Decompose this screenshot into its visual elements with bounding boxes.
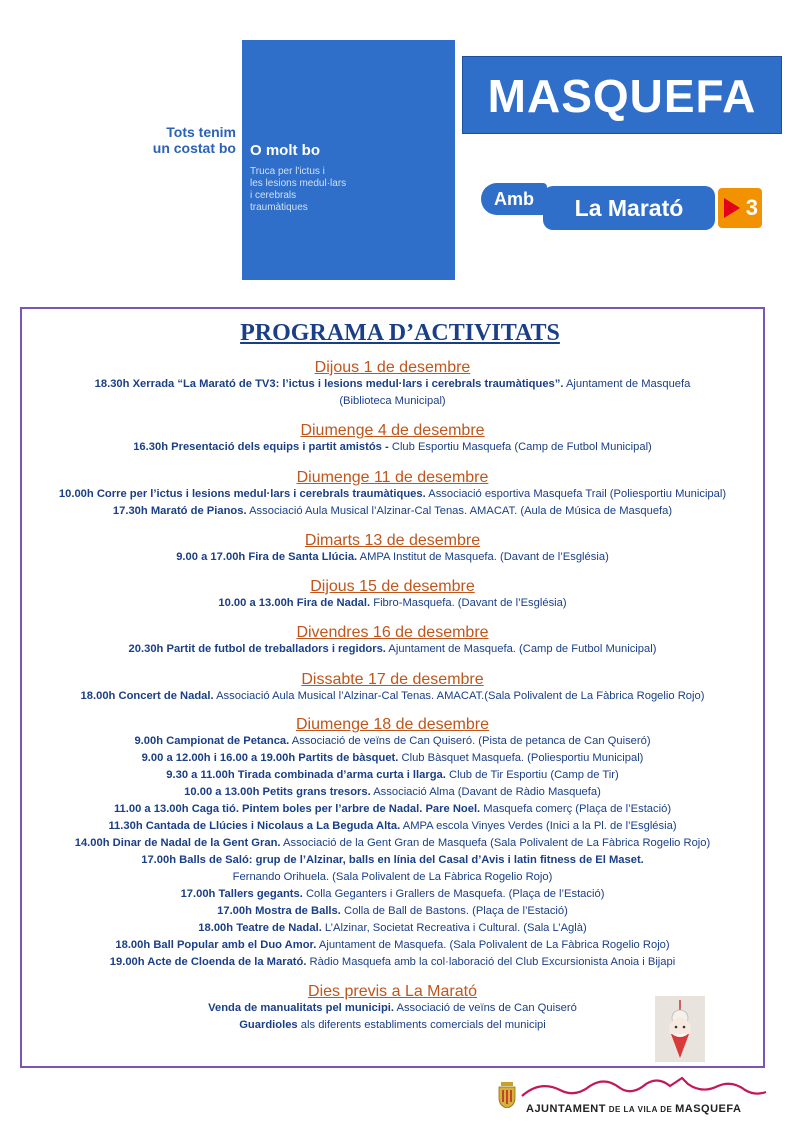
activity-item bbox=[20, 488, 765, 500]
christmas-ornament-image bbox=[655, 996, 705, 1062]
activity-details: Masquefa comerç (Plaça de l’Estació) bbox=[480, 803, 672, 815]
day-heading: Dimarts 13 de desembre bbox=[304, 532, 481, 549]
tv3-arrow-icon bbox=[724, 198, 740, 218]
activity-item bbox=[20, 922, 765, 934]
activity-details: L’Alzinar, Societat Recreativa i Cultural. (Sala L’Aglà) bbox=[321, 922, 587, 934]
amb-label: Amb bbox=[481, 183, 547, 215]
activity-title: 17.00h Tallers gegants. bbox=[180, 888, 303, 900]
activity-item bbox=[20, 441, 765, 453]
activity-title: 17.00h Balls de Saló: grup de l’Alzinar, balls en línia del Casal d’Avis i latin fitness de El Maset. bbox=[141, 854, 644, 866]
activity-details: AMPA escola Vinyes Verdes (Inici a la Pl. de l’Església) bbox=[400, 820, 677, 832]
campaign-slogan bbox=[116, 124, 236, 156]
day-heading: Diumenge 18 de desembre bbox=[295, 716, 489, 733]
activity-item bbox=[20, 690, 765, 702]
activity-item bbox=[20, 786, 765, 798]
day-heading: Dies previs a La Marató bbox=[308, 983, 477, 1000]
activity-title: 20.30h Partit de futbol de treballadors i regidors. bbox=[128, 643, 386, 655]
footer-org-part: AJUNTAMENT bbox=[526, 1103, 606, 1115]
activity-item bbox=[20, 378, 765, 390]
activity-details: Fernando Orihuela. (Sala Polivalent de La Fàbrica Rogelio Rojo) bbox=[232, 871, 553, 883]
activity-item bbox=[20, 939, 765, 951]
activity-details: Ràdio Masquefa amb la col·laboració del Club Excursionista Anoia i Bijapi bbox=[306, 956, 676, 968]
activity-details: Associació Aula Musical l’Alzinar-Cal Tenas. AMACAT.(Sala Polivalent de La Fàbrica Rogelio Rojo) bbox=[213, 690, 705, 702]
activity-item bbox=[20, 752, 765, 764]
activity-item bbox=[20, 597, 765, 609]
activity-title: 10.00 a 13.00h Fira de Nadal. bbox=[218, 597, 371, 609]
activity-item bbox=[20, 820, 765, 832]
poster-title: O molt bo bbox=[250, 142, 320, 159]
footer-org-part: DE LA VILA DE bbox=[605, 1105, 676, 1114]
activity-item bbox=[20, 735, 765, 747]
activity-item bbox=[20, 905, 765, 917]
activity-details: (Biblioteca Municipal) bbox=[339, 395, 446, 407]
footer-org-part: MASQUEFA bbox=[675, 1103, 742, 1115]
activity-title: 18.00h Teatre de Nadal. bbox=[198, 922, 322, 934]
activity-title: 9.00 a 17.00h Fira de Santa Llúcia. bbox=[176, 551, 358, 563]
activity-details: Colla de Ball de Bastons. (Plaça de l’Estació) bbox=[340, 905, 568, 917]
activity-item bbox=[20, 769, 765, 781]
activity-item bbox=[20, 395, 765, 407]
slogan-line-2: un costat bo bbox=[152, 140, 236, 156]
day-heading: Dissabte 17 de desembre bbox=[301, 671, 484, 688]
poster-text-line: Truca per l'ictus i bbox=[250, 166, 325, 177]
activity-details: Club Esportiu Masquefa (Camp de Futbol Municipal) bbox=[388, 441, 652, 453]
activity-title: 10.00h Corre per l’ictus i lesions medul·lars i cerebrals traumàtiques. bbox=[58, 488, 426, 500]
activity-title: 19.00h Acte de Cloenda de la Marató. bbox=[109, 956, 307, 968]
activity-title: Venda de manualitats pel municipi. bbox=[208, 1002, 395, 1014]
activity-item bbox=[20, 803, 765, 815]
activity-title: 18.00h Ball Popular amb el Duo Amor. bbox=[115, 939, 317, 951]
activity-details: Associació Alma (Davant de Ràdio Masquefa) bbox=[370, 786, 601, 798]
activity-details: Ajuntament de Masquefa bbox=[563, 378, 691, 390]
masquefa-banner bbox=[462, 56, 782, 134]
activity-details: Associació de veïns de Can Quiseró. (Pista de petanca de Can Quiseró) bbox=[289, 735, 651, 747]
day-heading: Diumenge 4 de desembre bbox=[300, 422, 485, 439]
activity-title: 17.00h Mostra de Balls. bbox=[217, 905, 341, 917]
activity-details: Associació de veïns de Can Quiseró bbox=[394, 1002, 577, 1014]
activity-item bbox=[20, 1019, 765, 1031]
activity-title: 18.00h Concert de Nadal. bbox=[80, 690, 214, 702]
activity-title: 11.30h Cantada de Llúcies i Nicolaus a La Beguda Alta. bbox=[108, 820, 401, 832]
activity-details: AMPA Institut de Masquefa. (Davant de l’Església) bbox=[357, 551, 609, 563]
activity-item bbox=[20, 505, 765, 517]
program-title: PROGRAMA D’ACTIVITATS bbox=[240, 320, 560, 346]
activity-details: Club de Tir Esportiu (Camp de Tir) bbox=[445, 769, 619, 781]
activity-details: als diferents establiments comercials del municipi bbox=[297, 1019, 546, 1031]
activity-title: Guardioles bbox=[239, 1019, 298, 1031]
banner-text: MASQUEFA bbox=[487, 70, 757, 122]
day-heading: Divendres 16 de desembre bbox=[296, 624, 489, 641]
day-heading: Diumenge 11 de desembre bbox=[296, 469, 489, 486]
day-heading: Dijous 1 de desembre bbox=[314, 359, 471, 376]
activity-details: Associació Aula Musical l’Alzinar-Cal Tenas. AMACAT. (Aula de Música de Masquefa) bbox=[246, 505, 673, 517]
la-marato-logo: La Marató bbox=[543, 186, 715, 230]
poster-text-line: les lesions medul·lars bbox=[250, 178, 347, 189]
skyline-logo-icon bbox=[520, 1074, 770, 1102]
activity-title: 9.30 a 11.00h Tirada combinada d’arma curta i llarga. bbox=[166, 769, 446, 781]
activity-title: 18.30h Xerrada “La Marató de TV3: l’ictus i lesions medul·lars i cerebrals traumàtiques”. bbox=[94, 378, 564, 390]
activity-item bbox=[20, 956, 765, 968]
day-heading: Dijous 15 de desembre bbox=[310, 578, 475, 595]
activity-details: Associació esportiva Masquefa Trail (Poliesportiu Municipal) bbox=[425, 488, 727, 500]
activity-details: Colla Geganters i Grallers de Masquefa. (Plaça de l’Estació) bbox=[302, 888, 605, 900]
activity-title: 10.00 a 13.00h Petits grans tresors. bbox=[184, 786, 371, 798]
slogan-line-1: Tots tenim bbox=[166, 124, 236, 140]
activity-item bbox=[20, 1002, 765, 1014]
poster-text bbox=[250, 166, 370, 214]
activity-title: 17.30h Marató de Pianos. bbox=[112, 505, 247, 517]
coat-of-arms-icon bbox=[498, 1082, 516, 1108]
activity-item bbox=[20, 871, 765, 883]
activity-item bbox=[20, 837, 765, 849]
activity-details: Fibro-Masquefa. (Davant de l’Església) bbox=[370, 597, 567, 609]
activity-title: 14.00h Dinar de Nadal de la Gent Gran. bbox=[74, 837, 281, 849]
poster-text-line: i cerebrals bbox=[250, 190, 297, 201]
poster-text-line: traumàtiques bbox=[250, 202, 308, 213]
activity-details: Club Bàsquet Masquefa. (Poliesportiu Municipal) bbox=[398, 752, 644, 764]
activity-title: 9.00h Campionat de Petanca. bbox=[134, 735, 290, 747]
tv3-logo: 3 bbox=[718, 188, 762, 228]
activity-item bbox=[20, 888, 765, 900]
footer-organization bbox=[526, 1103, 741, 1115]
activity-title: 16.30h Presentació dels equips i partit amistós - bbox=[133, 441, 389, 453]
campaign-poster bbox=[242, 40, 455, 280]
activity-details: Ajuntament de Masquefa. (Sala Polivalent de La Fàbrica Rogelio Rojo) bbox=[316, 939, 670, 951]
activity-title: 9.00 a 12.00h i 16.00 a 19.00h Partits de bàsquet. bbox=[141, 752, 399, 764]
activity-details: Ajuntament de Masquefa. (Camp de Futbol Municipal) bbox=[385, 643, 657, 655]
activity-item bbox=[20, 643, 765, 655]
activity-title: 11.00 a 13.00h Caga tió. Pintem boles per l’arbre de Nadal. Pare Noel. bbox=[113, 803, 481, 815]
activity-details: Associació de la Gent Gran de Masquefa (Sala Polivalent de La Fàbrica Rogelio Rojo) bbox=[280, 837, 711, 849]
activity-item bbox=[20, 551, 765, 563]
activity-item bbox=[20, 854, 765, 866]
